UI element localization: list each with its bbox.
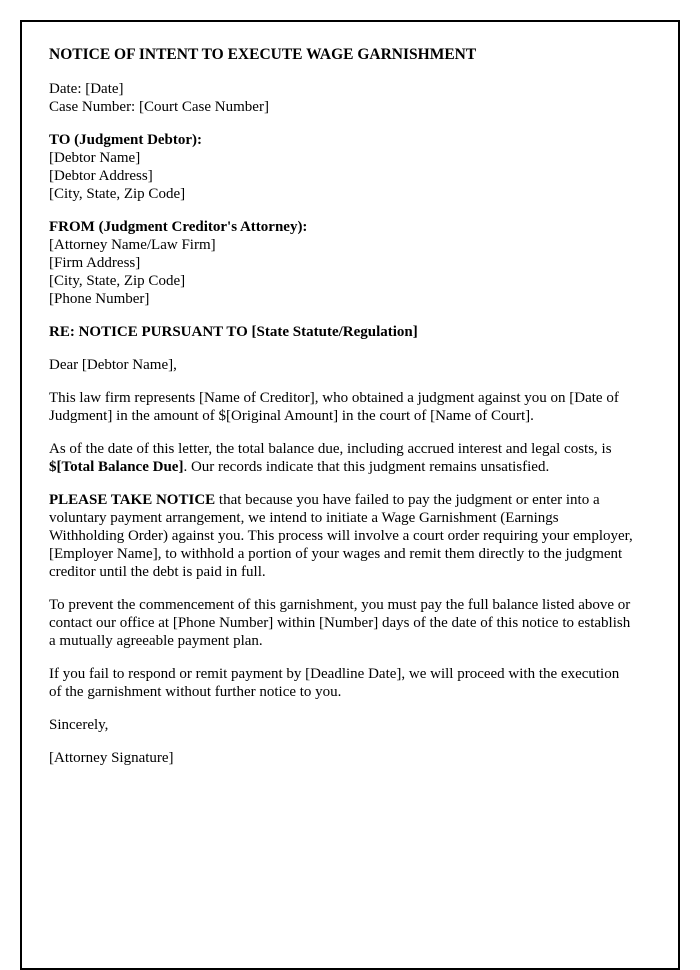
firm-city-state-zip-line: [City, State, Zip Code] <box>49 273 186 289</box>
body-paragraph: This law firm represents [Name of Creditor], who obtained a judgment against you on [Date of Judgment] in the amount of $[Original Amount] in the court of [Name of Court]. <box>49 390 619 424</box>
to-block <box>49 131 635 203</box>
from-heading: FROM (Judgment Creditor's Attorney): <box>49 219 308 235</box>
body-paragraph: As of the date of this letter, the total balance due, including accrued interest and legal costs, is $[Total Balance Due]. Our records indicate that this judgment remains unsatisfied. <box>49 441 612 475</box>
phone-number-line: [Phone Number] <box>49 291 150 307</box>
case-number-line: Case Number: [Court Case Number] <box>49 99 269 115</box>
debtor-address-line: [Debtor Address] <box>49 168 153 184</box>
re-line: RE: NOTICE PURSUANT TO [State Statute/Regulation] <box>49 324 418 340</box>
body-paragraph: To prevent the commencement of this garnishment, you must pay the full balance listed above or contact our office at [Phone Number] within [Number] days of the date of this notice to establish a mutually agreeable payment plan. <box>49 597 631 649</box>
signature-placeholder: [Attorney Signature] <box>49 750 174 766</box>
from-block <box>49 218 635 308</box>
attorney-name-line: [Attorney Name/Law Firm] <box>49 237 216 253</box>
meta-block <box>49 80 635 116</box>
body-paragraph: PLEASE TAKE NOTICE that because you have failed to pay the judgment or enter into a voluntary payment arrangement, we intend to initiate a Wage Garnishment (Earnings Withholding Order) against you. This process will involve a court order requiring your employer, [Employer Name], to withhold a portion of your wages and remit them directly to the judgment creditor until the debt is paid in full. <box>49 492 633 580</box>
letter-frame <box>20 20 680 970</box>
debtor-city-state-zip-line: [City, State, Zip Code] <box>49 186 186 202</box>
closing: Sincerely, <box>49 717 109 733</box>
salutation: Dear [Debtor Name], <box>49 357 177 373</box>
debtor-name-line: [Debtor Name] <box>49 150 141 166</box>
firm-address-line: [Firm Address] <box>49 255 141 271</box>
letter-title: NOTICE OF INTENT TO EXECUTE WAGE GARNISHMENT <box>49 46 477 63</box>
to-heading: TO (Judgment Debtor): <box>49 132 203 148</box>
date-line: Date: [Date] <box>49 81 124 97</box>
body-paragraph: If you fail to respond or remit payment by [Deadline Date], we will proceed with the execution of the garnishment without further notice to you. <box>49 666 620 700</box>
